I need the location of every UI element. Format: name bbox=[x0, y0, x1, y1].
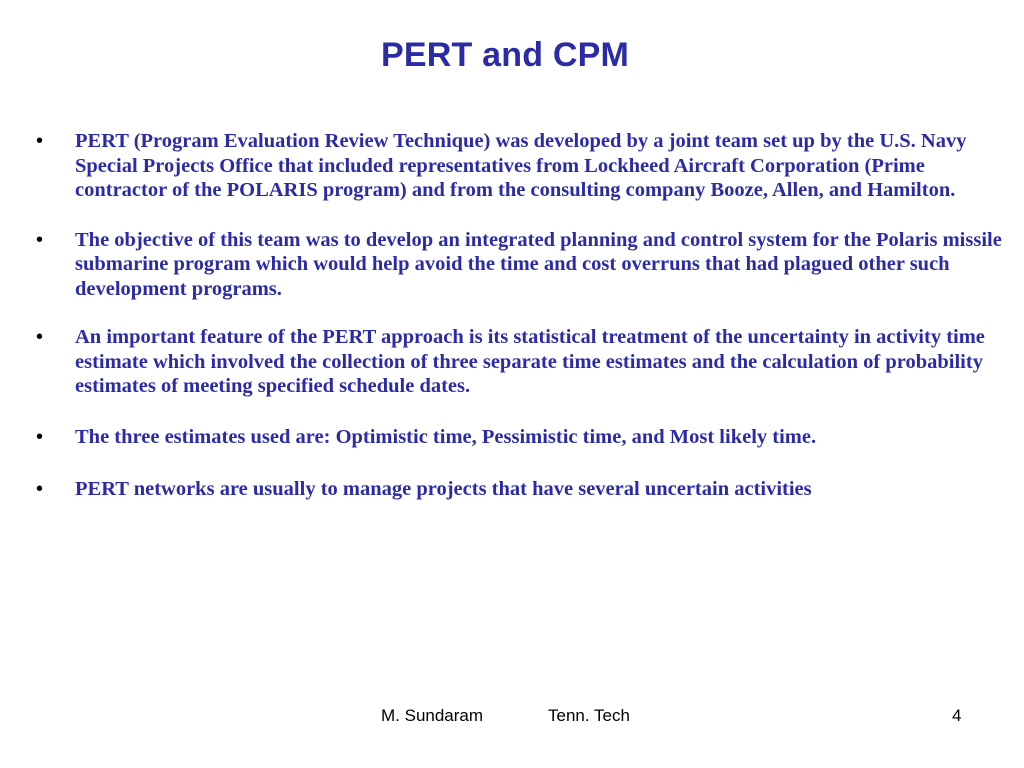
bullet-list bbox=[36, 129, 1004, 527]
bullet-item bbox=[36, 425, 1004, 450]
bullet-text: The three estimates used are: Optimistic time, Pessimistic time, and Most likely time. bbox=[75, 425, 817, 448]
bullet-text: PERT networks are usually to manage projects that have several uncertain activities bbox=[75, 478, 812, 500]
bullet-dot-icon: • bbox=[36, 326, 44, 348]
footer-author: M. Sundaram bbox=[381, 706, 484, 725]
bullet-dot-icon: • bbox=[36, 228, 44, 251]
bullet-dot-icon: • bbox=[36, 478, 44, 500]
bullet-item bbox=[36, 129, 1004, 203]
slide-title: PERT and CPM bbox=[381, 36, 629, 74]
bullet-item bbox=[36, 228, 1004, 302]
bullet-item bbox=[36, 325, 1004, 399]
page-number: 4 bbox=[952, 706, 962, 725]
bullet-dot-icon: • bbox=[36, 130, 44, 152]
bullet-text: PERT (Program Evaluation Review Technique) was developed by a joint team set up by the U.S. Navy Special Projects Office that included representatives from Lockheed Aircraft Corporation (Prime contractor of the POLARIS program) and from the consulting company Booze, Allen, and Hamilton. bbox=[75, 130, 967, 201]
bullet-text: An important feature of the PERT approach is its statistical treatment of the uncertainty in activity time estimate which involved the collection of three separate time estimates and the calculation of probability estimates of meeting specified schedule dates. bbox=[75, 326, 985, 397]
bullet-dot-icon: • bbox=[36, 425, 44, 448]
footer-organization: Tenn. Tech bbox=[548, 706, 630, 725]
bullet-text: The objective of this team was to develop an integrated planning and control system for the Polaris missile submarine program which would help avoid the time and cost overruns that had plagued other such development programs. bbox=[75, 228, 1002, 300]
bullet-item bbox=[36, 477, 1004, 502]
